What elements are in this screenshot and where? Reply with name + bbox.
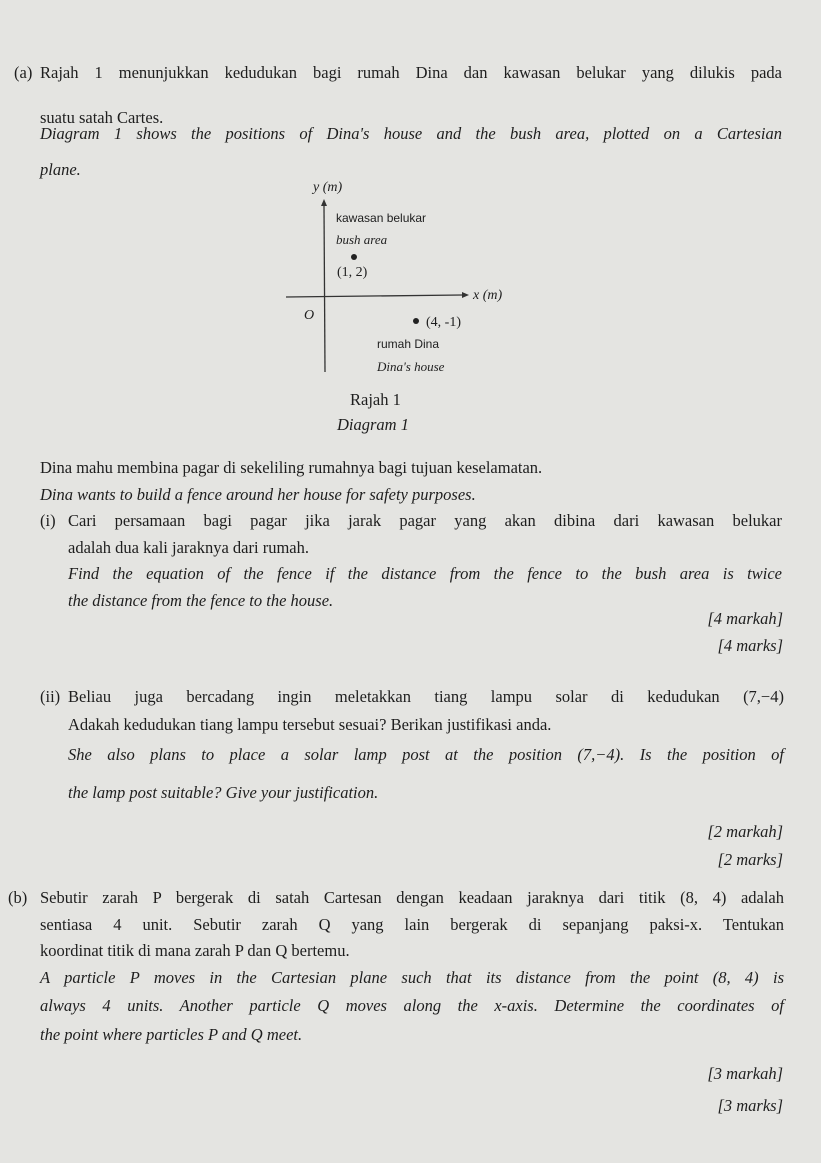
q-i-label: (i) [40,511,56,530]
q-i-marks-ms: [4 markah] [707,609,783,628]
x-axis [286,295,462,297]
context-en: Dina wants to build a fence around her house for safety purposes. [40,485,476,504]
part-b-marks-ms: [3 markah] [707,1064,783,1083]
x-axis-arrow-icon [462,292,469,298]
q-i-en-line1: Find the equation of the fence if the distance from the fence to the bush area is twice [68,564,782,583]
bush-point-label: (1, 2) [337,265,368,280]
q-ii-en-line2: the lamp post suitable? Give your justification. [68,783,379,802]
q-ii-marks-ms: [2 markah] [707,822,783,841]
part-b-label: (b) [8,888,28,907]
part-b-marks-en: [3 marks] [717,1096,783,1115]
part-b-ms-line1: Sebutir zarah P bergerak di satah Cartesan dengan keadaan jaraknya dari titik (8, 4) adalah [40,888,784,907]
y-axis [324,206,325,372]
q-ii-en-line1: She also plans to place a solar lamp post at the position (7,−4). Is the position of [68,745,784,764]
house-point [413,318,419,324]
q-i-en-line2: the distance from the fence to the house. [68,591,334,610]
bush-area-point [351,254,357,260]
caption-en: Diagram 1 [337,415,409,434]
house-label-en: Dina's house [377,359,445,374]
q-ii-marks-en: [2 marks] [717,850,783,869]
intro-ms-line2: suatu satah Cartes. [40,108,164,127]
part-b-en-line2: always 4 units. Another particle Q moves along the x-axis. Determine the coordinates of [40,996,784,1015]
bush-area-label-en: bush area [336,232,388,247]
q-ii-label: (ii) [40,687,61,706]
part-a-label: (a) [14,63,33,82]
house-label-ms: rumah Dina [377,337,440,351]
part-b-ms-line2: sentiasa 4 unit. Sebutir zarah Q yang lain bergerak di sepanjang paksi-x. Tentukan [40,915,784,934]
intro-en-line2: plane. [40,160,81,179]
origin-label: O [304,308,315,323]
q-i-marks-en: [4 marks] [717,636,783,655]
part-b-en-line1: A particle P moves in the Cartesian plane such that its distance from the point (8, 4) is [40,968,784,987]
part-b-ms-line3: koordinat titik di mana zarah P dan Q bertemu. [40,941,350,960]
q-i-ms-line2: adalah dua kali jaraknya dari rumah. [68,538,309,557]
part-b-en-line3: the point where particles P and Q meet. [40,1025,303,1044]
bush-area-label-ms: kawasan belukar [336,211,427,225]
intro-ms-line1: Rajah 1 menunjukkan kedudukan bagi rumah Dina dan kawasan belukar yang dilukis pada [40,63,782,82]
caption-ms: Rajah 1 [350,390,401,409]
context-ms: Dina mahu membina pagar di sekeliling rumahnya bagi tujuan keselamatan. [40,458,543,477]
y-axis-label: y (m) [313,180,343,195]
x-axis-label: x (m) [473,288,503,303]
intro-en-line1: Diagram 1 shows the positions of Dina's house and the bush area, plotted on a Cartesian [40,124,782,143]
q-ii-ms-line2: Adakah kedudukan tiang lampu tersebut sesuai? Berikan justifikasi anda. [68,715,552,734]
y-axis-arrow-icon [321,199,327,206]
q-i-ms-line1: Cari persamaan bagi pagar jika jarak pagar yang akan dibina dari kawasan belukar [68,511,782,530]
q-ii-ms-line1: Beliau juga bercadang ingin meletakkan tiang lampu solar di kedudukan (7,−4) [68,687,784,706]
house-point-label: (4, -1) [426,315,461,330]
